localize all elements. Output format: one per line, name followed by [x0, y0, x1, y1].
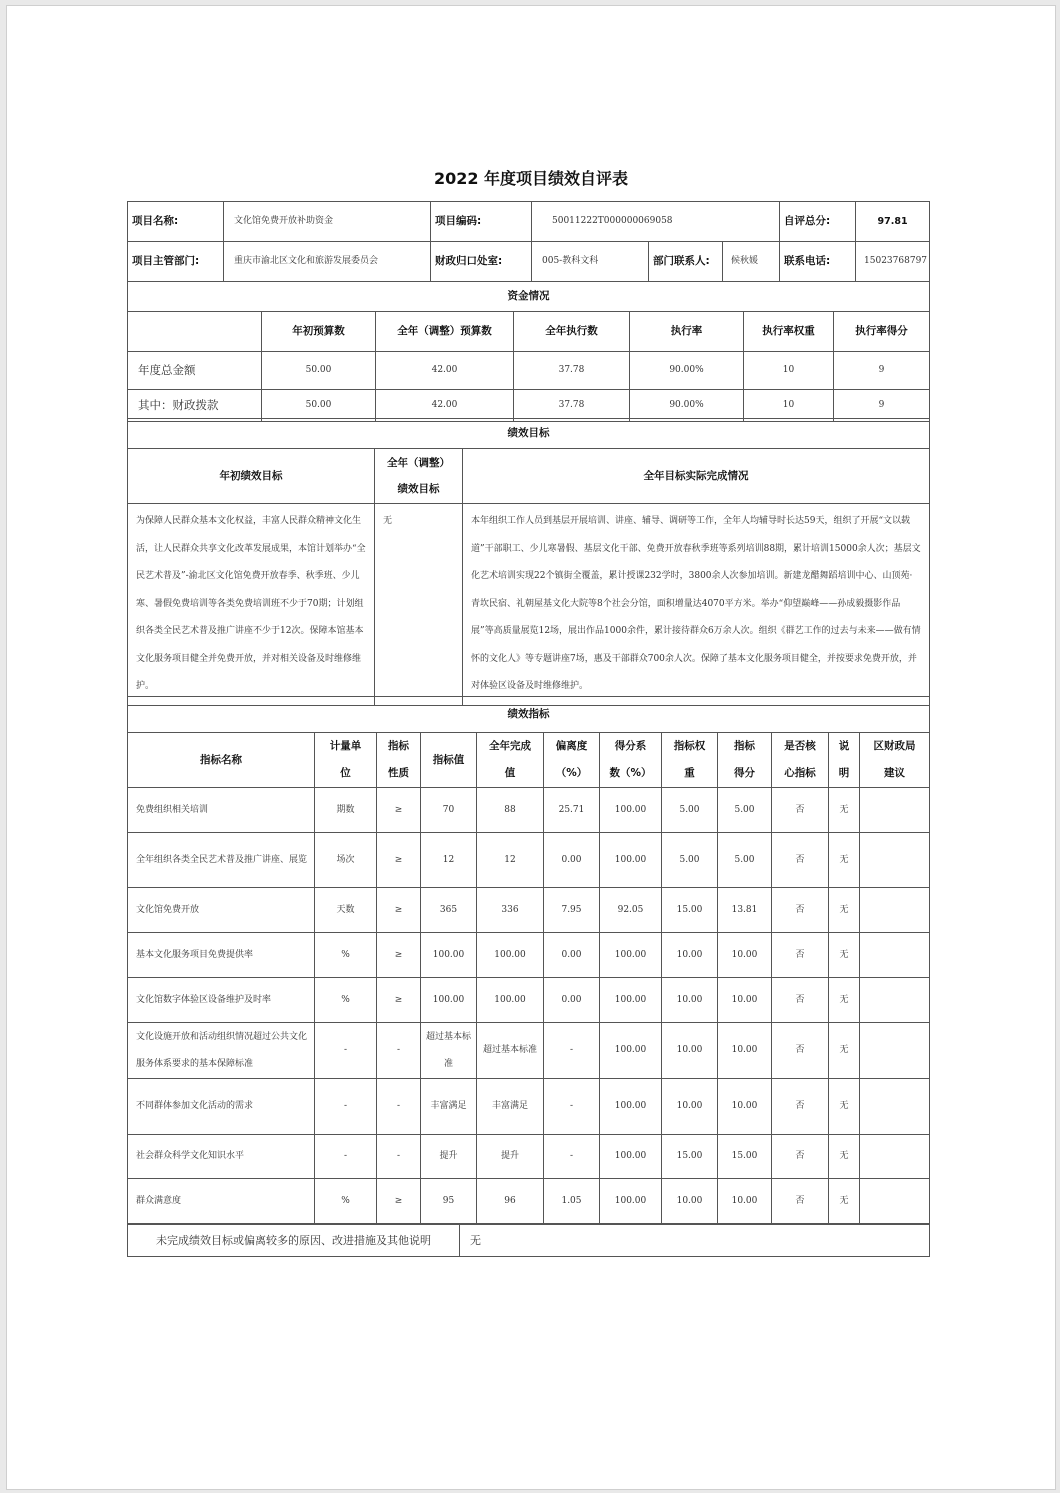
indicator-cell: 100.00 [477, 978, 544, 1023]
document-page [6, 5, 1056, 1490]
indicator-cell: 无 [829, 933, 860, 978]
indicator-header-line: 心指标 [784, 767, 816, 779]
indicator-cell: 无 [829, 1079, 860, 1135]
dept-label: 项目主管部门: [128, 242, 224, 282]
indicator-cell: 0.00 [544, 933, 600, 978]
indicator-cell: 丰富满足 [477, 1079, 544, 1135]
goals-actual-text: 本年组织工作人员到基层开展培训、讲座、辅导、调研等工作，全年人均辅导时长达59天，组织了开展“文以载道”干部职工、少儿寒暑假、基层文化干部、免费开放春秋季班等系列培训88期，累计培训15000余人次；基层文化艺术培训实现22个镇街全覆盖，累计授课232学时，3800余人次参加培训。新建龙醋舞蹈培训中心、山顶苑·青坎民宿、礼朝屋基文化大院等8个社会分馆，面积增量达4070平方米。举办“仰望巅峰——孙成毅摄影作品展”等高质量展览12场，展出作品1000余件，累计接待群众6万余人次。组织《群艺工作的过去与未来——做有情怀的文化人》等专题讲座7场，惠及干部群众700余人次。保障了基本文化服务项目健全，并按要求免费开放，并对体验区设备及时维修维护。 [463, 504, 930, 706]
indicator-cell: 10.00 [718, 978, 772, 1023]
indicator-cell [860, 1023, 930, 1079]
funds-cell: 50.00 [262, 352, 376, 390]
indicator-cell: 10.00 [718, 1079, 772, 1135]
goals-initial-text: 为保障人民群众基本文化权益，丰富人民群众精神文化生活，让人民群众共享文化改革发展成果，本馆计划举办“全民艺术普及”-渝北区文化馆免费开放春季、秋季班、少儿寒、暑假免费培训等各类免费培训班不少于70期；计划组织各类全民艺术普及推广讲座不少于12次。保障本馆基本文化服务项目健全并免费开放，并对相关设备及时维修维护。 [128, 504, 375, 706]
indicator-header-line: 说 [838, 740, 850, 752]
remarks-label: 未完成绩效目标或偏离较多的原因、改进措施及其他说明 [128, 1225, 460, 1257]
indicator-cell: % [315, 978, 377, 1023]
indicator-header-line: 值 [504, 767, 516, 779]
indicator-cell: 超过基本标准 [477, 1023, 544, 1079]
indicator-cell: 否 [772, 788, 829, 833]
indicator-cell: 0.00 [544, 978, 600, 1023]
indicator-cell: 12 [477, 833, 544, 888]
indicator-cell: 10.00 [662, 933, 718, 978]
funds-header: 执行率权重 [744, 312, 834, 352]
funds-cell: 10 [744, 390, 834, 422]
indicator-cell: 12 [421, 833, 477, 888]
indicator-cell: % [315, 933, 377, 978]
funds-header: 全年执行数 [514, 312, 630, 352]
goals-header-adjust-line2: 绩效目标 [397, 483, 440, 495]
indicator-name: 群众满意度 [128, 1179, 315, 1224]
indicator-cell: 92.05 [600, 888, 662, 933]
indicator-cell: 96 [477, 1179, 544, 1224]
indicator-cell: 100.00 [477, 933, 544, 978]
indicator-cell: - [315, 1023, 377, 1079]
indicator-header [377, 733, 421, 788]
indicator-row [128, 1135, 930, 1179]
indicator-cell: 否 [772, 888, 829, 933]
indicator-cell: 否 [772, 978, 829, 1023]
funds-header: 执行率得分 [834, 312, 930, 352]
project-info-table [127, 201, 930, 282]
indicator-header: 指标值 [421, 733, 477, 788]
indicator-cell: 否 [772, 1023, 829, 1079]
indicator-cell: 100.00 [600, 1179, 662, 1224]
indicator-header [662, 733, 718, 788]
indicator-cell: % [315, 1179, 377, 1224]
indicator-header-line: 数（%） [609, 767, 652, 779]
indicator-cell: 100.00 [600, 1135, 662, 1179]
indicator-cell: ≥ [377, 788, 421, 833]
indicator-header-line: 明 [838, 767, 850, 779]
project-code: 50011222T000000069058 [532, 202, 780, 242]
indicator-cell: 13.81 [718, 888, 772, 933]
self-score-label: 自评总分: [780, 202, 856, 242]
indicator-cell [860, 1179, 930, 1224]
indicator-cell: 95 [421, 1179, 477, 1224]
indicator-cell: 无 [829, 1179, 860, 1224]
funds-section-title: 资金情况 [128, 282, 930, 312]
indicator-cell: 场次 [315, 833, 377, 888]
indicator-header-line: 指标 [388, 740, 409, 752]
indicator-cell: 7.95 [544, 888, 600, 933]
indicator-header-line: 性质 [388, 767, 409, 779]
indicator-header [600, 733, 662, 788]
indicator-row [128, 833, 930, 888]
funds-row [128, 390, 930, 422]
indicator-header-line: 区财政局 [873, 740, 916, 752]
indicator-cell: 100.00 [600, 978, 662, 1023]
indicator-header [860, 733, 930, 788]
indicator-cell: 10.00 [662, 978, 718, 1023]
indicator-name: 免费组织相关培训 [128, 788, 315, 833]
indicator-cell: 天数 [315, 888, 377, 933]
indicator-cell: 10.00 [718, 1023, 772, 1079]
indicator-cell: 100.00 [421, 978, 477, 1023]
indicator-name: 文化设施开放和活动组织情况超过公共文化服务体系要求的基本保障标准 [128, 1023, 315, 1079]
indicator-cell: 5.00 [718, 833, 772, 888]
page-title: 2022 年度项目绩效自评表 [433, 169, 629, 188]
indicator-row [128, 978, 930, 1023]
indicator-header [718, 733, 772, 788]
phone-number: 15023768797 [856, 242, 930, 282]
self-score: 97.81 [856, 202, 930, 242]
indicator-row [128, 888, 930, 933]
funds-cell: 90.00% [630, 352, 744, 390]
indicator-cell: 0.00 [544, 833, 600, 888]
indicator-cell: - [377, 1079, 421, 1135]
indicator-cell: 否 [772, 1179, 829, 1224]
indicator-cell: 丰富满足 [421, 1079, 477, 1135]
indicator-cell: 88 [477, 788, 544, 833]
indicator-header-line: 得分 [734, 767, 755, 779]
indicator-header-line: （%） [555, 767, 588, 779]
indicator-cell: 25.71 [544, 788, 600, 833]
indicator-cell: 336 [477, 888, 544, 933]
project-name-label: 项目名称: [128, 202, 224, 242]
indicator-header-line: 计量单 [329, 740, 362, 752]
indicator-name: 不同群体参加文化活动的需求 [128, 1079, 315, 1135]
indicator-cell: 10.00 [662, 1179, 718, 1224]
indicator-cell: 提升 [477, 1135, 544, 1179]
indicator-cell [860, 978, 930, 1023]
goals-table [127, 418, 930, 706]
funds-cell: 42.00 [376, 352, 514, 390]
indicator-cell: 否 [772, 1135, 829, 1179]
indicator-cell: ≥ [377, 1179, 421, 1224]
indicator-cell: 100.00 [600, 933, 662, 978]
indicator-name: 文化馆免费开放 [128, 888, 315, 933]
dept-name: 重庆市渝北区文化和旅游发展委员会 [224, 242, 431, 282]
project-name: 文化馆免费开放补助资金 [224, 202, 431, 242]
indicator-row [128, 1179, 930, 1224]
remarks-table [127, 1224, 930, 1257]
goals-section-title: 绩效目标 [128, 419, 930, 449]
indicator-cell: 否 [772, 833, 829, 888]
indicator-header-line: 指标权 [673, 740, 706, 752]
indicator-header [829, 733, 860, 788]
goals-header-adjust-line1: 全年（调整） [387, 457, 450, 469]
project-code-label: 项目编码: [431, 202, 532, 242]
indicator-row [128, 1079, 930, 1135]
funds-row-label: 年度总金额 [128, 352, 262, 390]
contact-person: 候秋媛 [723, 242, 780, 282]
indicator-header-line: 得分系 [614, 740, 647, 752]
finance-office-label: 财政归口处室: [431, 242, 532, 282]
goals-header-actual: 全年目标实际完成情况 [463, 449, 930, 504]
funds-cell: 37.78 [514, 352, 630, 390]
indicator-cell: 期数 [315, 788, 377, 833]
funds-cell: 42.00 [376, 390, 514, 422]
indicator-header-line: 建议 [884, 767, 905, 779]
indicator-cell [860, 833, 930, 888]
remarks-value: 无 [460, 1225, 930, 1257]
indicator-cell: 10.00 [662, 1023, 718, 1079]
funds-cell: 10 [744, 352, 834, 390]
funds-row [128, 352, 930, 390]
indicator-cell [860, 788, 930, 833]
indicator-cell: 15.00 [662, 1135, 718, 1179]
indicator-header-line: 全年完成 [489, 740, 531, 752]
indicator-cell: 15.00 [662, 888, 718, 933]
funds-header-blank [128, 312, 262, 352]
indicator-cell: ≥ [377, 978, 421, 1023]
indicator-cell: - [315, 1079, 377, 1135]
indicators-header-row [128, 733, 930, 788]
goals-header-initial: 年初绩效目标 [128, 449, 375, 504]
indicator-cell: 无 [829, 978, 860, 1023]
indicator-cell: 100.00 [600, 833, 662, 888]
indicator-header-line: 指标 [734, 740, 755, 752]
indicator-cell: 70 [421, 788, 477, 833]
finance-office: 005-教科文科 [532, 242, 649, 282]
indicator-header-line: 重 [684, 767, 695, 779]
indicator-cell: ≥ [377, 833, 421, 888]
indicator-cell [860, 1135, 930, 1179]
indicator-header [315, 733, 377, 788]
indicator-cell: - [315, 1135, 377, 1179]
indicator-cell [860, 933, 930, 978]
indicator-cell: 超过基本标准 [421, 1023, 477, 1079]
funds-row-label: 其中：财政拨款 [128, 390, 262, 422]
funds-header: 执行率 [630, 312, 744, 352]
indicator-cell: - [377, 1023, 421, 1079]
goals-header-adjust [375, 449, 463, 504]
indicator-cell: ≥ [377, 933, 421, 978]
goals-adjust-text: 无 [375, 504, 463, 706]
indicator-header [772, 733, 829, 788]
funds-cell: 9 [834, 352, 930, 390]
indicator-cell [860, 1079, 930, 1135]
indicator-header-line: 是否核 [784, 740, 816, 752]
indicator-cell: - [544, 1135, 600, 1179]
indicators-table [127, 696, 930, 1224]
indicator-cell: 10.00 [718, 1179, 772, 1224]
indicator-name: 社会群众科学文化知识水平 [128, 1135, 315, 1179]
funds-cell: 37.78 [514, 390, 630, 422]
indicator-name: 基本文化服务项目免费提供率 [128, 933, 315, 978]
indicator-name: 全年组织各类全民艺术普及推广讲座、展览 [128, 833, 315, 888]
funds-cell: 9 [834, 390, 930, 422]
indicator-name: 文化馆数字体验区设备维护及时率 [128, 978, 315, 1023]
indicator-cell: 5.00 [718, 788, 772, 833]
indicator-row [128, 1023, 930, 1079]
indicator-cell: 无 [829, 1135, 860, 1179]
indicator-cell: - [544, 1023, 600, 1079]
indicator-cell: - [377, 1135, 421, 1179]
indicator-cell [860, 888, 930, 933]
indicators-section-title: 绩效指标 [128, 697, 930, 733]
indicator-cell: 否 [772, 1079, 829, 1135]
indicator-cell: 365 [421, 888, 477, 933]
indicator-cell: 1.05 [544, 1179, 600, 1224]
indicator-cell: 100.00 [421, 933, 477, 978]
indicator-cell: 100.00 [600, 1023, 662, 1079]
indicator-cell: 10.00 [718, 933, 772, 978]
indicator-cell: 5.00 [662, 833, 718, 888]
indicator-header [477, 733, 544, 788]
indicator-cell: 否 [772, 933, 829, 978]
indicator-cell: 10.00 [662, 1079, 718, 1135]
indicator-header-line: 位 [340, 767, 351, 779]
indicator-cell: 100.00 [600, 788, 662, 833]
funds-table [127, 281, 930, 422]
funds-cell: 50.00 [262, 390, 376, 422]
indicator-cell: 无 [829, 833, 860, 888]
contact-label: 部门联系人: [649, 242, 723, 282]
funds-cell: 90.00% [630, 390, 744, 422]
indicator-cell: 15.00 [718, 1135, 772, 1179]
indicator-cell: ≥ [377, 888, 421, 933]
indicator-row [128, 788, 930, 833]
phone-label: 联系电话: [780, 242, 856, 282]
indicator-header: 指标名称 [128, 733, 315, 788]
funds-header: 年初预算数 [262, 312, 376, 352]
indicator-cell: 无 [829, 888, 860, 933]
indicator-cell: 5.00 [662, 788, 718, 833]
indicator-cell: 100.00 [600, 1079, 662, 1135]
indicator-cell: 无 [829, 788, 860, 833]
indicator-row [128, 933, 930, 978]
indicator-cell: - [544, 1079, 600, 1135]
indicator-header [544, 733, 600, 788]
indicator-header-line: 偏离度 [555, 740, 588, 752]
indicator-cell: 提升 [421, 1135, 477, 1179]
indicator-cell: 无 [829, 1023, 860, 1079]
funds-header: 全年（调整）预算数 [376, 312, 514, 352]
